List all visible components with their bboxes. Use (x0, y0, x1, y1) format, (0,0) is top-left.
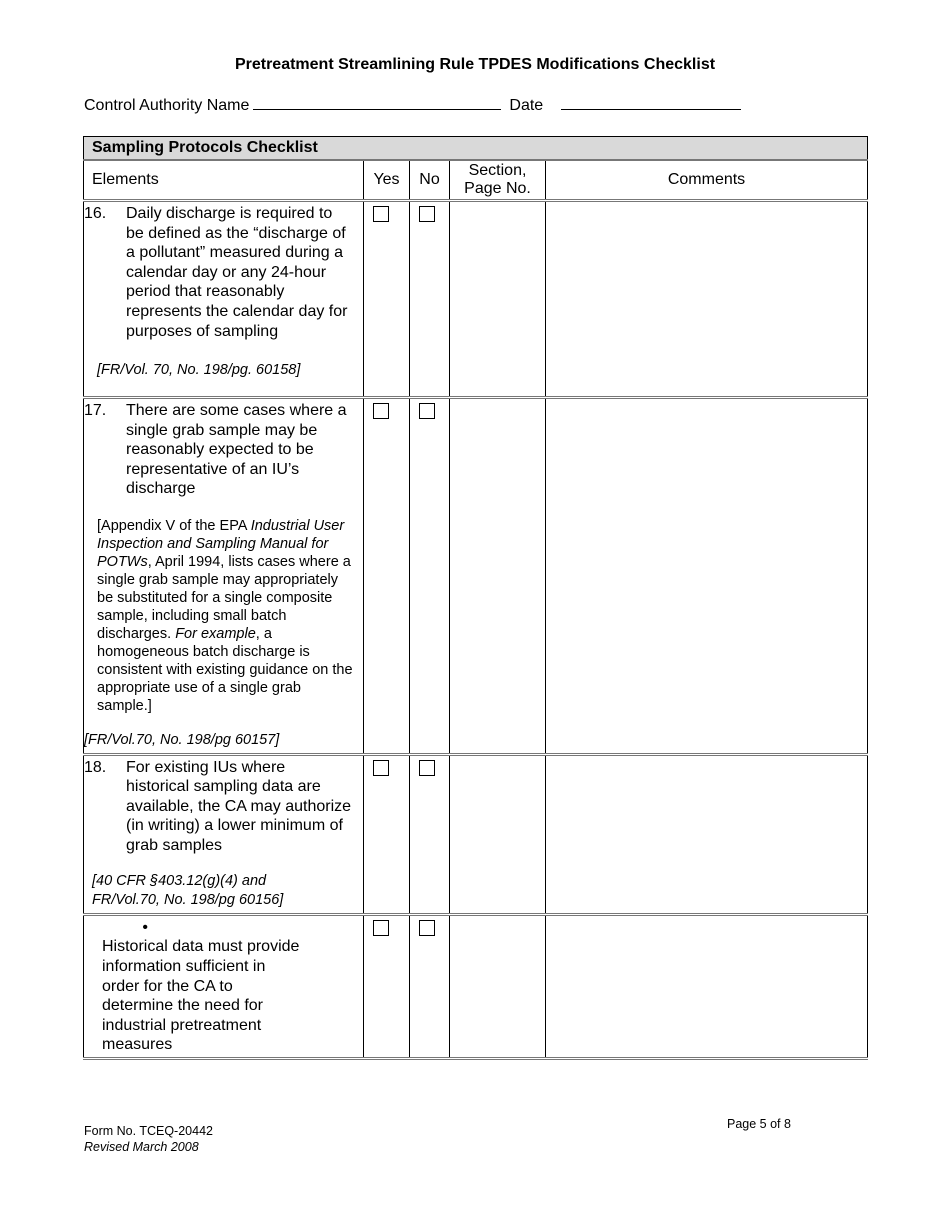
item-text: For existing IUs where historical sampling data are available, the CA may authorize (in writing) a lower minimum of grab samples (126, 758, 352, 854)
item-text: Historical data must provide information sufficient in order for the CA to determine the need for industrial pretreatment measures (102, 938, 300, 1054)
yes-checkbox[interactable] (373, 760, 389, 776)
column-header-row (84, 160, 868, 201)
yes-cell (364, 754, 410, 914)
page-title: Pretreatment Streamlining Rule TPDES Modifications Checklist (234, 56, 716, 73)
item-citation: [FR/Vol.70, No. 198/pg 60157] (84, 731, 280, 748)
table-row (84, 201, 868, 398)
no-checkbox[interactable] (419, 403, 435, 419)
element-cell (84, 201, 364, 398)
yes-checkbox[interactable] (373, 403, 389, 419)
note-text: , a homogeneous batch discharge is consistent with existing guidance on the appropriate use of a single grab sample.] (97, 625, 353, 714)
header-elements: Elements (84, 160, 364, 201)
control-authority-label: Control Authority Name (84, 97, 250, 114)
section-page-cell[interactable] (450, 201, 546, 398)
no-cell (410, 398, 450, 755)
item-number: 16. (84, 205, 107, 222)
yes-cell (364, 201, 410, 398)
no-checkbox[interactable] (419, 760, 435, 776)
no-cell (410, 754, 450, 914)
item-citation-line1: [40 CFR §403.12(g)(4) and (92, 872, 267, 889)
section-page-cell[interactable] (450, 914, 546, 1058)
table-row (84, 914, 868, 1058)
section-title: Sampling Protocols Checklist (84, 137, 868, 161)
header-no: No (410, 160, 450, 201)
no-checkbox[interactable] (419, 206, 435, 222)
item-citation-line2: FR/Vol.70, No. 198/pg 60156] (92, 892, 284, 909)
no-cell (410, 201, 450, 398)
no-checkbox[interactable] (419, 920, 435, 936)
comments-cell[interactable] (546, 398, 868, 755)
form-number: Form No. TCEQ-20442 (84, 1124, 213, 1138)
control-authority-name-field[interactable] (253, 95, 501, 110)
page-number: Page 5 of 8 (727, 1117, 791, 1131)
note-emphasis: For example (175, 625, 256, 642)
no-cell (410, 914, 450, 1058)
comments-cell[interactable] (546, 201, 868, 398)
note-text: , April 1994, lists cases where a single grab sample may appropriately be substituted for a single composite sample, including small batch discharges. (97, 553, 351, 642)
element-cell (84, 398, 364, 755)
section-page-cell[interactable] (450, 754, 546, 914)
element-cell (84, 754, 364, 914)
note-manual-title: Industrial User Inspection and Sampling Manual for POTWs (97, 517, 345, 570)
section-page-cell[interactable] (450, 398, 546, 755)
date-field[interactable] (561, 95, 741, 110)
item-note (84, 517, 355, 715)
header-section-line2: Page No. (464, 180, 531, 197)
note-text: [Appendix V of the EPA (97, 517, 251, 534)
comments-cell[interactable] (546, 914, 868, 1058)
item-text: Daily discharge is required to be defined as the “discharge of a pollutant” measured during a calendar day or any 24-hour period that reasonably represents the calendar day for purposes of sampling (126, 205, 348, 340)
footer-form-info (84, 1123, 213, 1155)
bullet: • (142, 918, 148, 936)
item-number: 17. (84, 402, 107, 419)
yes-cell (364, 914, 410, 1058)
header-section-page (450, 160, 546, 201)
table-row (84, 754, 868, 914)
yes-checkbox[interactable] (373, 206, 389, 222)
item-text: There are some cases where a single grab sample may be reasonably expected to be representative of an IU’s discharge (126, 402, 347, 498)
comments-cell[interactable] (546, 754, 868, 914)
date-label: Date (509, 97, 544, 114)
header-section-line1: Section, (468, 162, 527, 179)
yes-checkbox[interactable] (373, 920, 389, 936)
item-citation: [FR/Vol. 70, No. 198/pg. 60158] (97, 362, 301, 379)
revised-date: Revised March 2008 (84, 1140, 199, 1154)
element-cell (84, 914, 364, 1058)
table-row (84, 398, 868, 755)
sampling-protocols-table (83, 136, 868, 1060)
yes-cell (364, 398, 410, 755)
control-authority-line (84, 95, 741, 115)
header-comments: Comments (546, 160, 868, 201)
header-yes: Yes (364, 160, 410, 201)
item-number: 18. (84, 758, 107, 776)
